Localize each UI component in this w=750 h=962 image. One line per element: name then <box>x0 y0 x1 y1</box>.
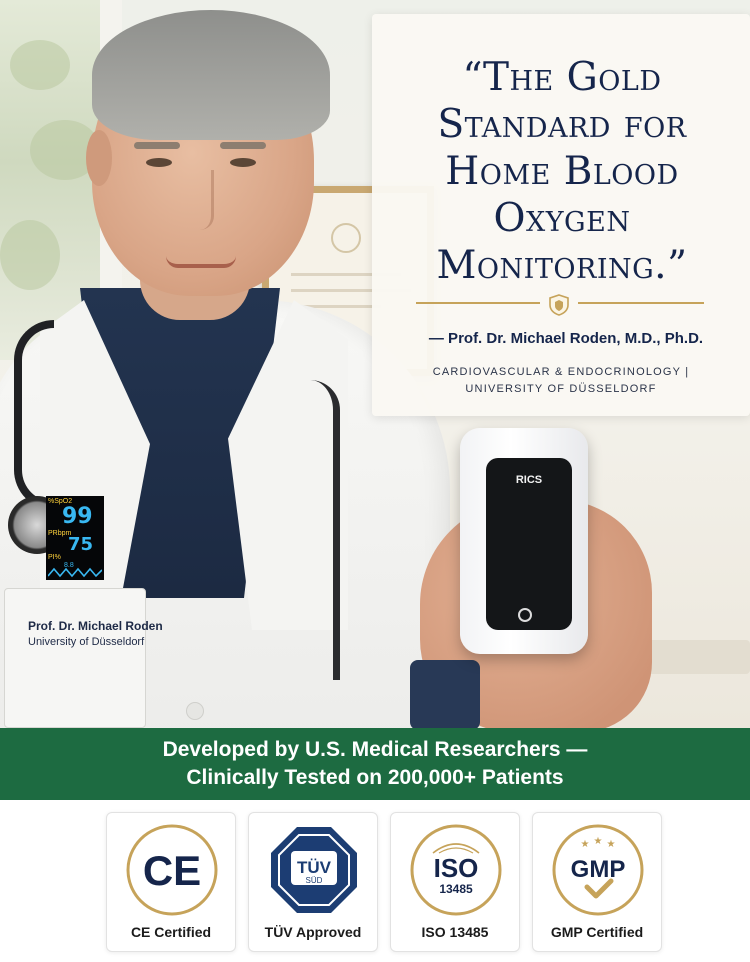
affiliation-line: CARDIOVASCULAR & ENDOCRINOLOGY | <box>432 366 690 378</box>
shirt-cuff <box>410 660 480 728</box>
doctor-ear <box>86 130 112 186</box>
quote-line: Monitoring.” <box>436 243 688 288</box>
coat-pocket <box>4 588 146 728</box>
tuv-icon <box>267 823 361 917</box>
doctor-hair <box>92 10 330 140</box>
cert-label: ISO 13485 <box>421 924 489 940</box>
quote-author: — Prof. Dr. Michael Roden, M.D., Ph.D. <box>428 330 704 347</box>
pi-value: 8.8 <box>64 562 74 569</box>
cert-label: TÜV Approved <box>264 924 362 940</box>
spo2-label: %SpO2 <box>48 498 73 505</box>
testimonial-quote-card <box>372 14 750 416</box>
cert-card-tuv <box>248 812 378 952</box>
svg-text:SÜD: SÜD <box>305 876 323 885</box>
stethoscope-tube <box>14 320 54 510</box>
doctor-eye-right <box>230 158 256 167</box>
svg-text:13485: 13485 <box>439 882 473 896</box>
banner-line-1: Developed by U.S. Medical Researchers — <box>162 738 588 761</box>
spo2-value: 99 <box>62 504 93 529</box>
quote-line: Home Blood <box>445 149 679 194</box>
svg-text:TÜV: TÜV <box>297 858 331 877</box>
svg-text:ISO: ISO <box>433 853 479 883</box>
certification-badges <box>0 800 750 962</box>
cert-card-iso <box>390 812 520 952</box>
shield-icon <box>548 294 570 316</box>
quote-line: “The Gold <box>462 55 662 100</box>
cert-card-gmp <box>532 812 662 952</box>
power-button-icon <box>518 608 532 622</box>
doctor-brow-left <box>134 142 180 149</box>
divider-left <box>416 302 540 304</box>
svg-text:★: ★ <box>580 839 590 850</box>
doctor-eye-left <box>146 158 172 167</box>
svg-text:★: ★ <box>593 836 603 847</box>
gmp-icon <box>551 823 645 917</box>
iso-icon <box>409 823 503 917</box>
svg-text:GMP: GMP <box>570 856 626 883</box>
svg-text:★: ★ <box>606 839 616 850</box>
pleth-waveform-icon <box>48 566 102 578</box>
oximeter-display <box>46 496 104 580</box>
oximeter-brand: RICS <box>515 474 543 486</box>
coat-embroidery-affiliation: University of Düsseldorf <box>28 636 145 648</box>
doctor-nose <box>190 170 214 230</box>
doctor-brow-right <box>220 142 266 149</box>
ce-mark-icon <box>125 823 219 917</box>
claim-banner <box>0 728 750 800</box>
cert-label: CE Certified <box>130 924 212 940</box>
svg-text:CE: CE <box>142 847 202 894</box>
cert-card-ce <box>106 812 236 952</box>
pr-value: 75 <box>68 534 94 555</box>
doctor-smile <box>166 256 236 268</box>
quote-line: Oxygen <box>493 196 631 241</box>
banner-line-2: Clinically Tested on 200,000+ Patients <box>186 766 564 789</box>
testimonial-quote <box>392 54 732 289</box>
quote-line: Standard for <box>437 102 687 147</box>
divider-right <box>578 302 704 304</box>
coat-button <box>186 702 204 720</box>
cert-label: GMP Certified <box>550 924 644 940</box>
pi-label: PI% <box>48 554 61 561</box>
coat-embroidery-name: Prof. Dr. Michael Roden <box>28 619 163 633</box>
pr-label: PRbpm <box>48 530 72 537</box>
quote-affiliation <box>372 364 750 398</box>
affiliation-line: UNIVERSITY OF DÜSSELDORF <box>465 383 657 395</box>
stethoscope-tube-right <box>280 380 340 680</box>
